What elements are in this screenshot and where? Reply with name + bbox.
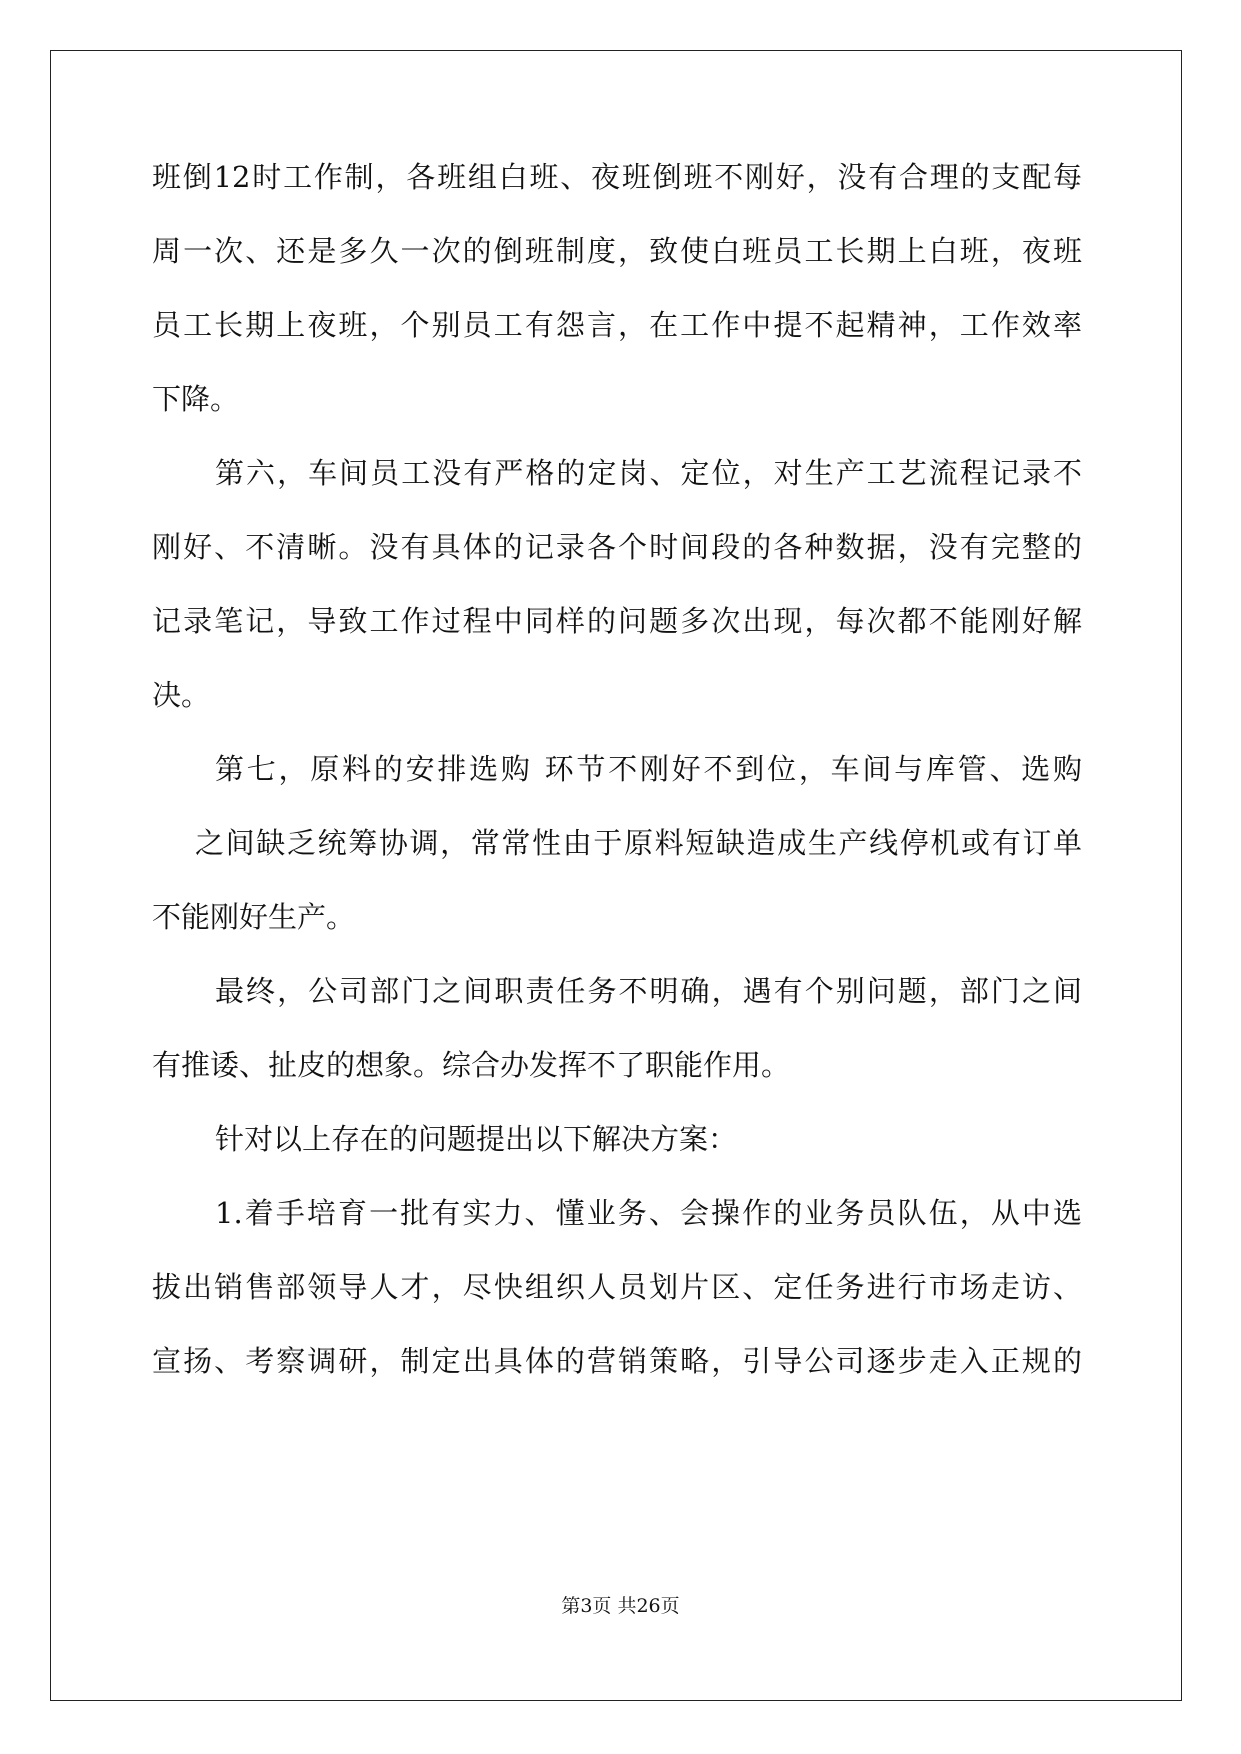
text-line: 宣扬、考察调研，制定出具体的营销策略，引导公司逐步走入正规的	[152, 1344, 1082, 1378]
text-line: 员工长期上夜班，个别员工有怨言，在工作中提不起精神，工作效率	[152, 308, 1082, 342]
paragraph-first-line: 针对以上存在的问题提出以下解决方案：	[215, 1122, 738, 1156]
paragraph-first-line: 最终，公司部门之间职责任务不明确，遇有个别问题，部门之间	[215, 974, 1082, 1008]
text-line: 周一次、还是多久一次的倒班制度，致使白班员工长期上白班，夜班	[152, 234, 1082, 268]
paragraph-first-line: 第六，车间员工没有严格的定岗、定位，对生产工艺流程记录不	[215, 456, 1082, 490]
text-line: 之间缺乏统筹协调，常常性由于原料短缺造成生产线停机或有订单	[195, 826, 1082, 860]
text-line: 记录笔记，导致工作过程中同样的问题多次出现，每次都不能刚好解	[152, 604, 1082, 638]
page-number-footer: 第3页 共26页	[561, 1595, 680, 1617]
text-line: 拔出销售部领导人才，尽快组织人员划片区、定任务进行市场走访、	[152, 1270, 1082, 1304]
text-line: 决。	[152, 678, 211, 712]
text-line: 班倒12时工作制，各班组白班、夜班倒班不刚好，没有合理的支配每	[152, 160, 1082, 194]
paragraph-first-line: 第七，原料的安排选购 环节不刚好不到位，车间与库管、选购	[215, 752, 1082, 786]
page-border	[50, 50, 1182, 1701]
text-line: 有推诿、扯皮的想象。综合办发挥不了职能作用。	[152, 1048, 791, 1082]
text-line: 不能刚好生产。	[152, 900, 356, 934]
text-line: 刚好、不清晰。没有具体的记录各个时间段的各种数据，没有完整的	[152, 530, 1082, 564]
text-line: 下降。	[152, 382, 240, 416]
paragraph-first-line: 1.着手培育一批有实力、懂业务、会操作的业务员队伍，从中选	[215, 1196, 1082, 1230]
